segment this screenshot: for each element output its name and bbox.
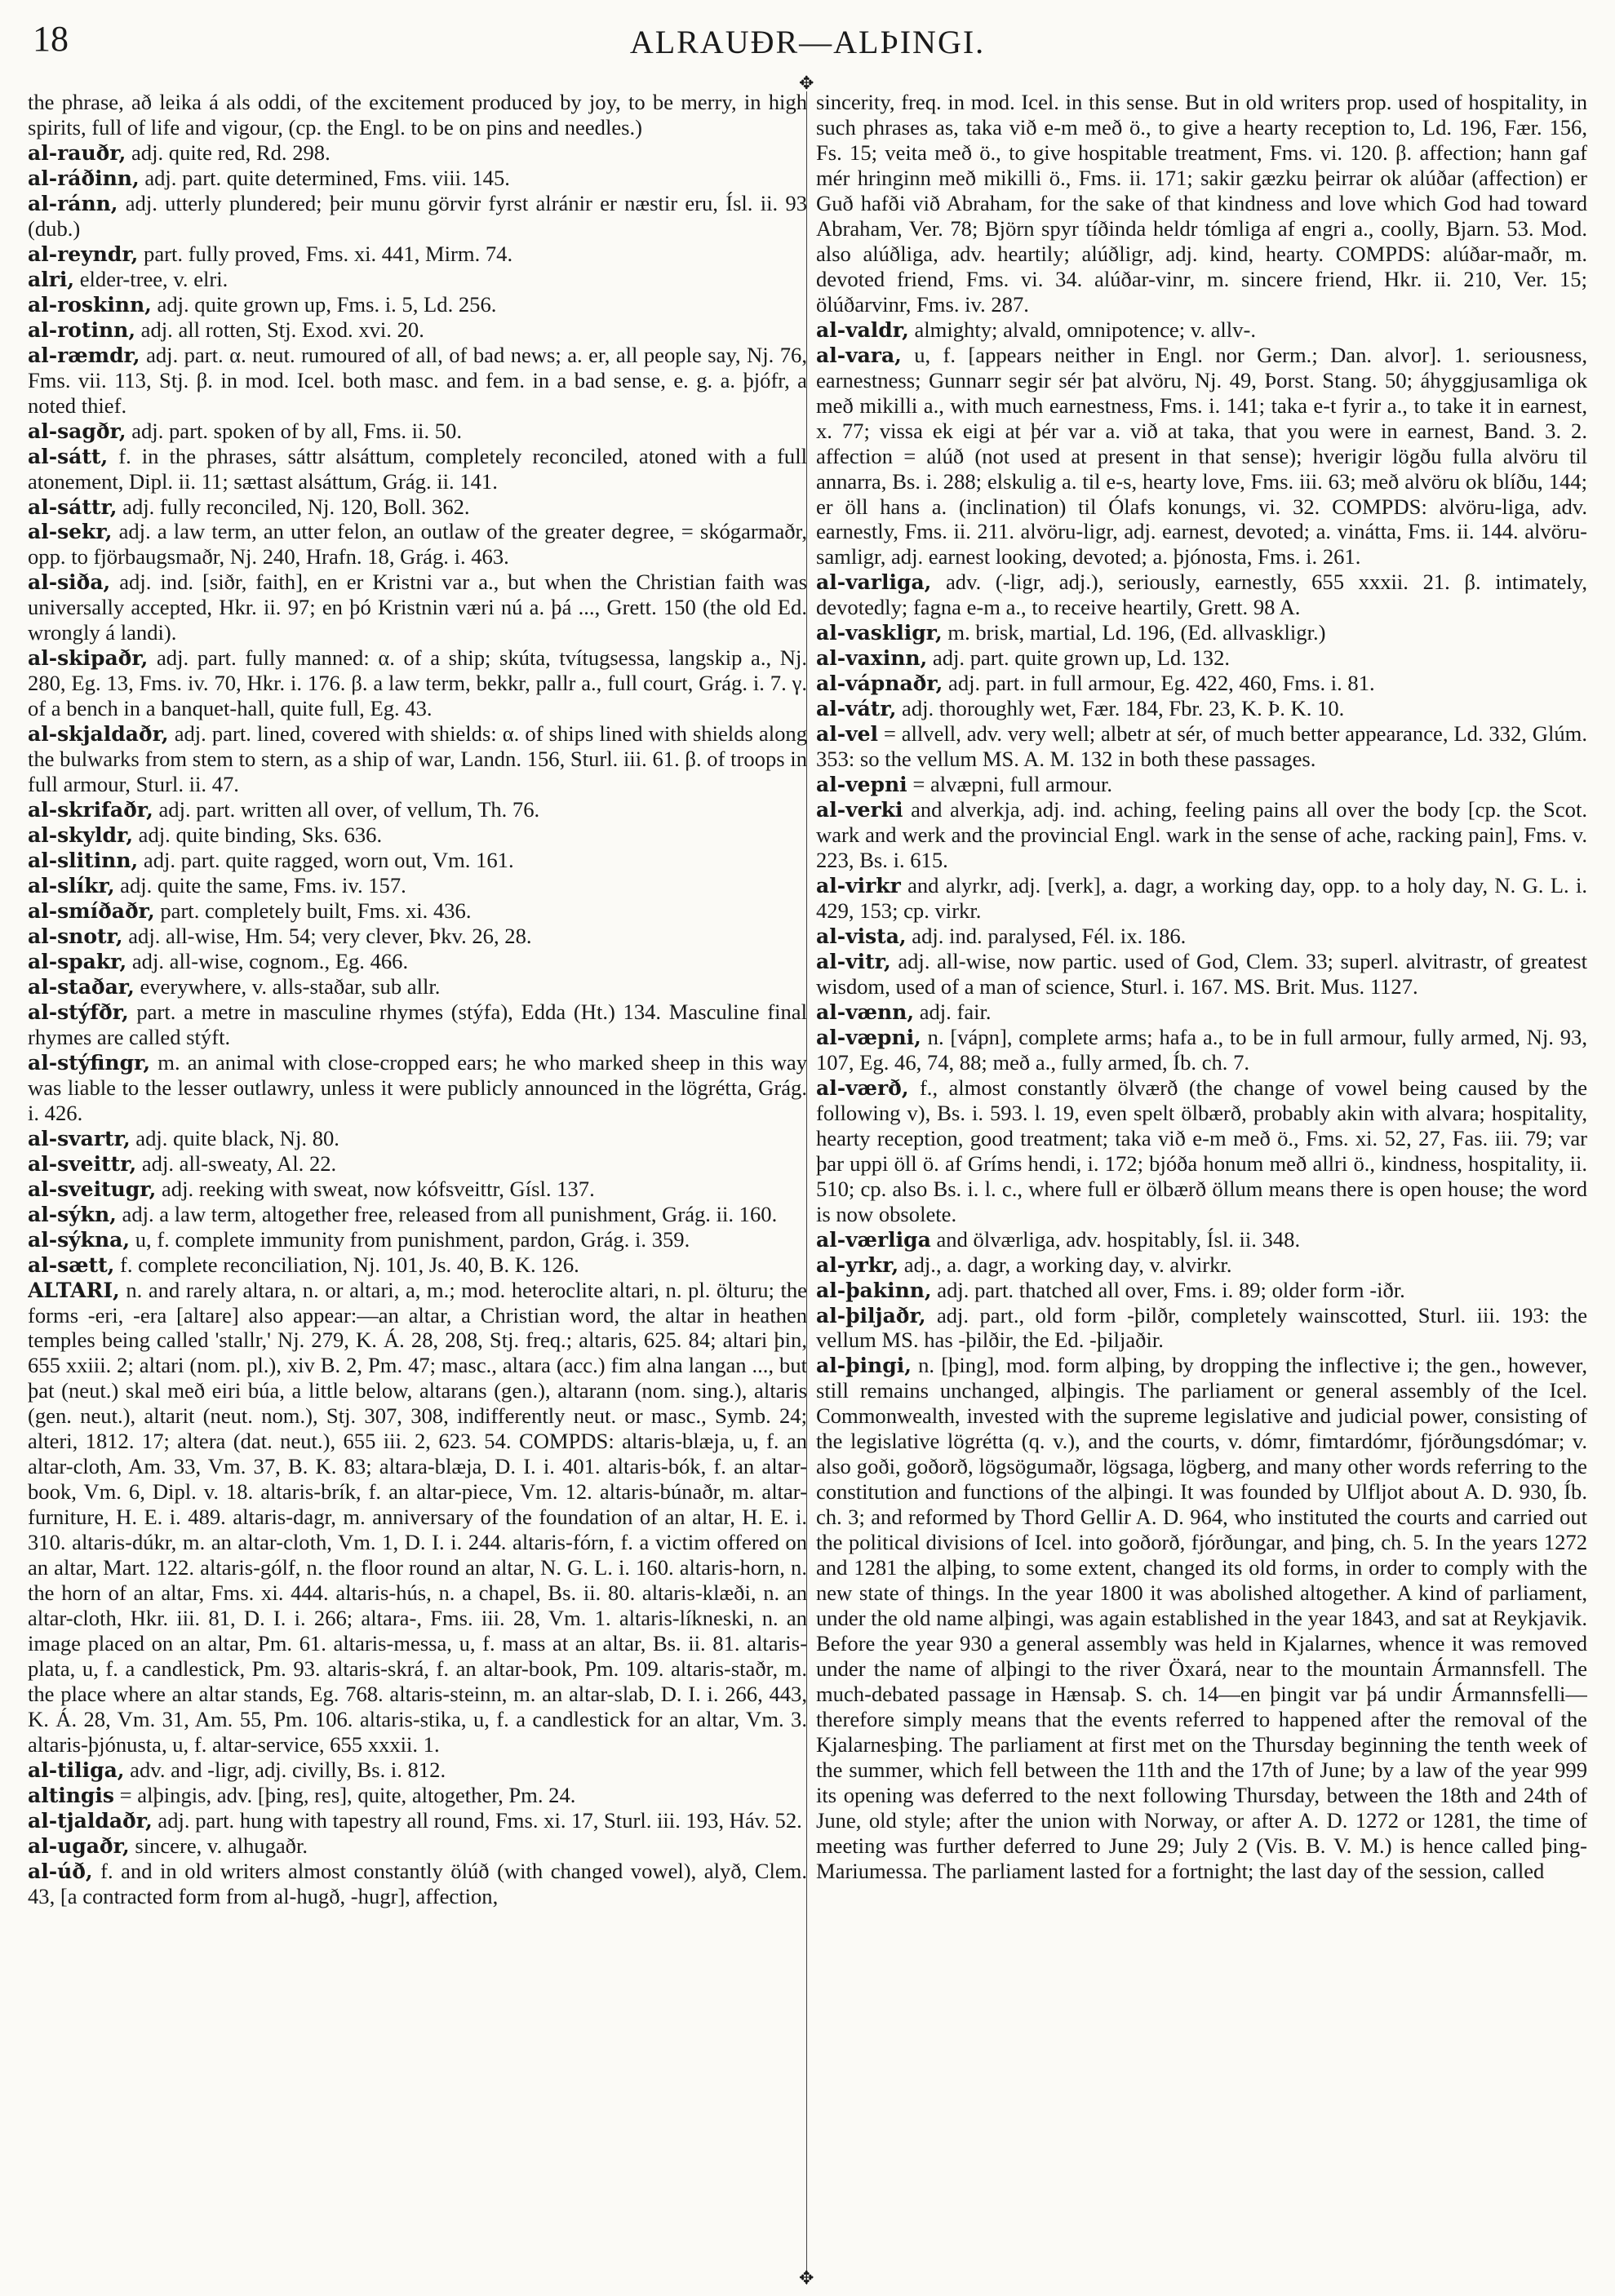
- left-column: [28, 90, 807, 2285]
- entry-definition: adj. fully reconciled, Nj. 120, Boll. 362.: [117, 494, 470, 519]
- entry-headword: al-værliga: [816, 1227, 931, 1252]
- dictionary-entry: [816, 772, 1587, 797]
- dictionary-entry: [816, 1075, 1587, 1227]
- dictionary-entry: [28, 90, 807, 140]
- dictionary-entry: [28, 317, 807, 343]
- entry-headword: al-rauðr,: [28, 140, 126, 165]
- entry-headword: al-sekr,: [28, 520, 113, 544]
- dictionary-entry: [28, 1252, 807, 1278]
- entry-definition: sincerity, freq. in mod. Icel. in this sense. But in old writers prop. used of hospitality, in such phrases as, taka við e-m með ö., to give a hearty reception to, Ld. 196, Fær. 156, Fs. 15; veita með ö., to give hospitable treatment, Fms. vi. 120. β. affection; hann gaf mér hringinn með mikilli ö., Fms. ii. 171; sakir gæzku þeirrar ok alúðar (affection) er Guð hafði við Abraham, for the sake of that kindness and love which God had toward Abraham, Ver. 78; Björn spyr tíðinda heldr tómliga af engri a., coolly, Bjarn. 53. Mod. also alúðliga, adv. heartily; alúðligr, adj. kind, hearty. COMPDS: alúðar-maðr, m. devoted friend, Fms. vi. 34. alúðar-vinr, m. sincere friend, Hkr. ii. 210, Ver. 15; ölúðarvinr, Fms. iv. 287.: [816, 90, 1587, 317]
- entry-headword: al-virkr: [816, 874, 901, 898]
- dictionary-entry: [28, 1126, 807, 1151]
- column-ornament-top-icon: ✥: [799, 73, 814, 94]
- dictionary-entry: [816, 696, 1587, 721]
- dictionary-entry: [816, 1303, 1587, 1354]
- entry-headword: altingis: [28, 1783, 114, 1807]
- entry-definition: m. brisk, martial, Ld. 196, (Ed. allvaskligr.): [942, 620, 1326, 645]
- entry-headword: al-rotinn,: [28, 317, 136, 342]
- entry-headword: ALTARI,: [28, 1278, 120, 1302]
- entry-definition: f. and in old writers almost constantly ölúð (with changed vowel), alyð, Clem. 43, [a contracted form from al-hugð, -hugr], affection,: [28, 1858, 807, 1908]
- dictionary-entry: [28, 444, 807, 494]
- entry-definition: adj. a law term, an utter felon, an outlaw of the greater degree, = skógarmaðr, opp. to fjörbaugsmaðr, Nj. 240, Hrafn. 18, Grág. i. 463.: [28, 519, 807, 570]
- dictionary-entry: [28, 1000, 807, 1050]
- entry-definition: adj. part. thatched all over, Fms. i. 89; older form -iðr.: [931, 1277, 1405, 1302]
- dictionary-entry: [28, 721, 807, 797]
- entry-definition: adj. quite grown up, Fms. i. 5, Ld. 256.: [151, 291, 497, 317]
- entry-definition: adj. all-wise, Hm. 54; very clever, Þkv. 26, 28.: [122, 923, 532, 948]
- dictionary-entry: [28, 1050, 807, 1126]
- dictionary-entry: [28, 1278, 807, 1757]
- entry-definition: part. completely built, Fms. xi. 436.: [154, 898, 472, 923]
- dictionary-entry: [816, 797, 1587, 873]
- entry-definition: f. in the phrases, sáttr alsáttum, completely reconciled, atoned with a full atonement, Dipl. ii. 11; sættast alsáttum, Grág. ii. 141.: [28, 443, 807, 494]
- entry-headword: al-vápnaðr,: [816, 672, 943, 696]
- entry-definition: adj. quite black, Nj. 80.: [130, 1125, 339, 1150]
- entry-headword: al-sýkn,: [28, 1202, 117, 1226]
- dictionary-entry: [28, 848, 807, 873]
- entry-headword: al-stýfingr,: [28, 1050, 151, 1075]
- entry-definition: f. complete reconciliation, Nj. 101, Js. 40, B. K. 126.: [114, 1252, 579, 1277]
- entry-headword: al-skyldr,: [28, 823, 134, 848]
- entry-definition: adj. thoroughly wet, Fær. 184, Fbr. 23, K. Þ. K. 10.: [896, 696, 1345, 721]
- entry-definition: part. a metre in masculine rhymes (stýfa), Edda (Ht.) 134. Masculine final rhymes are called stýft.: [28, 999, 807, 1049]
- entry-headword: al-roskinn,: [28, 292, 152, 317]
- entry-headword: al-sveittr,: [28, 1151, 137, 1176]
- entry-definition: adj. part. lined, covered with shields: α. of ships lined with shields along the bulwarks from stem to stern, as a ship of war, Landn. 156, Sturl. iii. 61. β. of troops in full armour, Sturl. ii. 47.: [28, 721, 807, 797]
- entry-headword: al-svartr,: [28, 1126, 131, 1150]
- dictionary-entry: [816, 1252, 1587, 1278]
- entry-headword: al-vátr,: [816, 697, 897, 721]
- entry-definition: adj. part. spoken of by all, Fms. ii. 50.: [126, 418, 462, 443]
- entry-definition: adj. part. quite ragged, worn out, Vm. 161.: [138, 848, 514, 873]
- entry-definition: adj. all-wise, now partic. used of God, Clem. 33; superl. alvitrastr, of greatest wisdom, used of a man of science, Sturl. i. 167. MS. Brit. Mus. 1127.: [816, 948, 1587, 999]
- entry-headword: al-úð,: [28, 1859, 93, 1883]
- entry-definition: sincere, v. alhugaðr.: [129, 1833, 308, 1858]
- dictionary-entry: [28, 1177, 807, 1202]
- dictionary-entry: [816, 570, 1587, 620]
- entry-definition: adj. part. quite grown up, Ld. 132.: [927, 645, 1231, 671]
- entry-definition: part. fully proved, Fms. xi. 441, Mirm. 74.: [138, 241, 513, 266]
- entry-headword: al-yrkr,: [816, 1252, 899, 1277]
- entry-headword: al-staðar,: [28, 974, 135, 999]
- dictionary-entry: [28, 267, 807, 292]
- entry-headword: al-þingi,: [816, 1354, 912, 1378]
- entry-definition: and ölværliga, adv. hospitably, Ísl. ii. 348.: [930, 1226, 1301, 1252]
- entry-definition: adj. reeking with sweat, now kófsveittr, Gísl. 137.: [156, 1176, 595, 1201]
- entry-definition: n. and rarely altara, n. or altari, a, m.; mod. heteroclite altari, n. pl. ölturu; the forms -eri, -era [altare] also appear:—an altar, a Christian word, the altar in heathen temples being called 'stallr,' Nj. 279, K. Á. 28, 208, Stj. freq.; altaris, 625. 84; altari þin, 655 xxiii. 2; altari (nom. pl.), xiv B. 2, Pm. 47; masc., altara (acc.) fim alna langan ..., but þat (neut.) skal með eiri búa, a little below, altarans (gen.), altarann (nom. sing.), altaris (gen. neut.), altarit (neut. nom.), Stj. 307, 308, indifferently neut. or masc., Symb. 24; alteri, 1812. 17; altera (dat. neut.), 655 iii. 2, 623. 54. COMPDS: altaris-blæja, u, f. an altar-cloth, Am. 33, Vm. 37, B. K. 83; altara-blæja, D. I. i. 401. altaris-bók, f. an altar-book, Vm. 6, Dipl. v. 18. altaris-brík, f. an altar-piece, Vm. 12. altaris-búnaðr, m. altar-furniture, H. E. i. 489. altaris-dagr, m. anniversary of the foundation of an altar, H. E. i. 310. altaris-dúkr, m. an altar-cloth, Vm. 1, D. I. i. 244. altaris-fórn, f. a victim offered on an altar, Mart. 122. altaris-gólf, n. the floor round an altar, N. G. L. i. 160. altaris-horn, n. the horn of an altar, Fms. xi. 444. altaris-hús, n. a chapel, Bs. ii. 80. altaris-klæði, n. an altar-cloth, Hkr. iii. 81, D. I. i. 266; altara-, Fms. iii. 28, Vm. 1. altaris-líkneski, n. an image placed on an altar, Pm. 61. altaris-messa, u, f. mass at an altar, Bs. ii. 81. altaris-plata, u, f. a candlestick, Pm. 93. altaris-skrá, f. an altar-book, Pm. 109. altaris-staðr, m. the place where an altar stands, Eg. 768. altaris-steinn, m. an altar-slab, D. I. i. 266, 443, K. Á. 28, Vm. 31, Am. 55, Pm. 106. altaris-stika, u, f. a candlestick for an altar, Vm. 3. altaris-þjónusta, u, f. altar-service, 655 xxxii. 1.: [28, 1277, 807, 1757]
- entry-definition: adj. quite red, Rd. 298.: [126, 140, 331, 165]
- entry-headword: al-væpni,: [816, 1025, 921, 1049]
- entry-definition: adj. quite binding, Sks. 636.: [133, 822, 383, 848]
- entry-definition: m. an animal with close-cropped ears; he who marked sheep in this way was liable to the lesser outlawry, unless it were publicly announced in the lögrétta, Grág. i. 426.: [28, 1049, 807, 1125]
- dictionary-entry: [28, 1783, 807, 1808]
- entry-definition: adj. all-sweaty, Al. 22.: [136, 1150, 337, 1176]
- entry-headword: al-tjaldaðr,: [28, 1808, 153, 1833]
- dictionary-entry: [28, 494, 807, 520]
- entry-definition: adj. a law term, altogether free, released from all punishment, Grág. ii. 160.: [116, 1201, 778, 1226]
- entry-headword: alri,: [28, 267, 75, 291]
- right-column: [816, 90, 1587, 2285]
- entry-headword: al-varliga,: [816, 570, 932, 595]
- entry-headword: al-ráðinn,: [28, 166, 140, 190]
- entry-headword: al-ugaðr,: [28, 1833, 130, 1858]
- dictionary-entry: [28, 1833, 807, 1859]
- dictionary-entry: [28, 242, 807, 267]
- dictionary-entry: [816, 343, 1587, 570]
- entry-headword: al-sætt,: [28, 1252, 115, 1277]
- entry-definition: = alþingis, adv. [þing, res], quite, altogether, Pm. 24.: [113, 1782, 576, 1807]
- entry-definition: adj. all-wise, cognom., Eg. 466.: [126, 948, 409, 973]
- entry-headword: al-snotr,: [28, 924, 123, 948]
- column-ornament-bottom-icon: ✥: [799, 2268, 814, 2289]
- dictionary-entry: [816, 620, 1587, 645]
- entry-headword: al-þakinn,: [816, 1278, 932, 1302]
- entry-definition: adv. and -ligr, adj. civilly, Bs. i. 812.: [124, 1757, 446, 1782]
- entry-definition: u, f. complete immunity from punishment, pardon, Grág. i. 359.: [130, 1226, 690, 1252]
- entry-headword: al-vepni: [816, 773, 907, 797]
- entry-headword: al-sáttr,: [28, 494, 118, 519]
- entry-headword: al-ránn,: [28, 191, 118, 215]
- entry-definition: almighty; alvald, omnipotence; v. allv-.: [908, 317, 1256, 342]
- entry-headword: al-vel: [816, 722, 879, 747]
- dictionary-entry: [816, 1227, 1587, 1252]
- entry-headword: al-skjaldaðr,: [28, 722, 169, 747]
- dictionary-entry: [28, 1808, 807, 1833]
- entry-definition: adj. part. quite determined, Fms. viii. 145.: [139, 165, 510, 190]
- entry-headword: al-sátt,: [28, 444, 109, 468]
- dictionary-entry: [28, 570, 807, 645]
- entry-headword: al-stýfðr,: [28, 1000, 129, 1024]
- entry-definition: the phrase, að leika á als oddi, of the excitement produced by joy, to be merry, in high spirits, full of life and vigour, (cp. the Engl. to be on pins and needles.): [28, 90, 807, 140]
- dictionary-entry: [28, 974, 807, 1000]
- dictionary-entry: [28, 949, 807, 974]
- dictionary-entry: [28, 1202, 807, 1227]
- entry-definition: u, f. [appears neither in Engl. nor Germ.; Dan. alvor]. 1. seriousness, earnestness; Gunnarr segir sér þat alvöru, Nj. 49, Þorst. Stang. 50; áhyggjusamliga ok með mikilli a., with much earnestness, Fms. i. 141; taka e-t fyrir a., to take it in earnest, x. 77; vissa ek eigi at þér var a. við at taka, that you were in earnest, Band. 3. 2. affection = alúð (not used at present in that sense); hverigir lögðu fulla alvöru til annarra, Bs. i. 288; elskulig a. til e-s, hearty love, Fms. iii. 63; með alvöru ok blíðu, 144; er öll hans a. (inclination) til Ólafs konungs, vi. 32. COMPDS: alvöru-liga, adv. earnestly, Fms. ii. 211. alvöru-ligr, adj. earnest, devoted; a. vinátta, Fms. ii. 144. alvöru-samligr, adj. earnest looking, devoted; a. þjónosta, Fms. i. 261.: [816, 342, 1587, 570]
- entry-headword: al-verki: [816, 798, 903, 822]
- entry-headword: al-sagðr,: [28, 419, 126, 443]
- entry-definition: adj. fair.: [914, 999, 992, 1024]
- entry-headword: al-vaxinn,: [816, 646, 928, 671]
- dictionary-entry: [816, 671, 1587, 696]
- entry-headword: al-skrifaðr,: [28, 798, 153, 822]
- entry-definition: adv. (-ligr, adj.), seriously, earnestly, 655 xxxii. 21. β. intimately, devotedly; fagna e-m a., to receive heartily, Grett. 98 A.: [816, 570, 1587, 620]
- dictionary-entry: [816, 949, 1587, 1000]
- dictionary-entry: [28, 343, 807, 419]
- entry-headword: al-vitr,: [816, 949, 891, 973]
- entry-definition: adj. all rotten, Stj. Exod. xvi. 20.: [135, 317, 424, 342]
- dictionary-entry: [28, 1859, 807, 1909]
- dictionary-entry: [816, 1353, 1587, 1883]
- entry-headword: al-reyndr,: [28, 242, 139, 266]
- entry-headword: al-sveitugr,: [28, 1177, 157, 1201]
- entry-headword: al-vara,: [816, 343, 902, 367]
- dictionary-entry: [816, 90, 1587, 317]
- dictionary-entry: [28, 519, 807, 570]
- entry-definition: adj. part. hung with tapestry all round, Fms. xi. 17, Sturl. iii. 193, Háv. 52.: [152, 1807, 802, 1833]
- entry-definition: and alverkja, adj. ind. aching, feeling pains all over the body [cp. the Scot. wark and werk and the provincial Engl. wark in the sense of ache, racking pain], Fms. v. 223, Bs. i. 615.: [816, 797, 1587, 873]
- dictionary-entry: [816, 721, 1587, 772]
- dictionary-entry: [816, 1278, 1587, 1303]
- dictionary-entry: [816, 924, 1587, 949]
- entry-definition: adj. quite the same, Fms. iv. 157.: [114, 873, 406, 898]
- entry-headword: al-siða,: [28, 570, 111, 595]
- dictionary-entry: [28, 140, 807, 166]
- dictionary-entry: [28, 191, 807, 242]
- entry-headword: al-slitinn,: [28, 849, 139, 873]
- entry-definition: adj. utterly plundered; þeir munu görvir fyrst alránir er næstir eru, Ísl. ii. 93 (dub.): [28, 190, 807, 241]
- entry-definition: adj. ind. paralysed, Fél. ix. 186.: [906, 923, 1187, 948]
- entry-headword: al-þiljaðr,: [816, 1303, 926, 1328]
- dictionary-entry: [28, 1757, 807, 1783]
- entry-headword: al-vænn,: [816, 1000, 915, 1024]
- dictionary-entry: [28, 419, 807, 444]
- entry-definition: adj. part. α. neut. rumoured of all, of bad news; a. er, all people say, Nj. 76, Fms. vii. 113, Stj. β. in mod. Icel. both masc. and fem. in a bad sense, e. g. a. þjófr, a noted thief.: [28, 342, 807, 418]
- dictionary-entry: [816, 645, 1587, 671]
- page-number: 18: [33, 19, 69, 59]
- dictionary-entry: [28, 645, 807, 721]
- entry-headword: al-vista,: [816, 924, 907, 948]
- dictionary-entry: [28, 1151, 807, 1177]
- entry-headword: al-valdr,: [816, 317, 909, 342]
- dictionary-entry: [816, 1025, 1587, 1075]
- dictionary-entry: [816, 317, 1587, 343]
- dictionary-entry: [816, 1000, 1587, 1025]
- entry-headword: al-skipaðr,: [28, 646, 149, 671]
- entry-definition: adj. part. written all over, of vellum, Th. 76.: [153, 797, 540, 822]
- entry-headword: al-spakr,: [28, 949, 127, 973]
- entry-definition: adj., a. dagr, a working day, v. alvirkr.: [898, 1252, 1232, 1277]
- entry-headword: al-smíðaðr,: [28, 899, 155, 923]
- entry-headword: al-værð,: [816, 1075, 909, 1100]
- dictionary-entry: [28, 822, 807, 848]
- dictionary-entry: [28, 873, 807, 898]
- entry-headword: al-slíkr,: [28, 874, 115, 898]
- dictionary-entry: [28, 797, 807, 822]
- entry-definition: n. [þing], mod. form alþing, by dropping the inflective i; the gen., however, still remains unchanged, alþingis. The parliament or general assembly of the Icel. Commonwealth, invested with the supreme legislative and judicial power, consisting of the legislative lögrétta (q. v.), and the courts, v. dómr, fimtardómr, fjórðungsdómar; v. also goði, goðorð, lögsögumaðr, lögsaga, lögberg, and many other words referring to the constitution and functions of the alþingi. It was founded by Ulfljot about A. D. 930, Íb. ch. 3; and reformed by Thord Gellir A. D. 964, who instituted the courts and carried out the political divisions of Icel. into goðorð, fjórðungar, and þing, ch. 5. In the years 1272 and 1281 the alþing, to some extent, changed its old forms, in order to comply with the new state of things. In the year 1800 it was abolished altogether. A kind of parliament, under the old name alþingi, was again established in the year 1843, and sat at Reykjavik. Before the year 930 a general assembly was held in Kjalarnes, whence it was removed under the name of alþingi to the river Öxará, near to the mountain Ármannsfell. The much-debated passage in Hænsaþ. S. ch. 14—en þingit var þá undir Ármannsfelli—therefore simply means that the events referred to happened after the removal of the Kjalarnesþing. The parliament at first met on the Thursday beginning the tenth week of the summer, which fell between the 11th and the 17th of June; by a law of the year 999 its opening was deferred to the next following Thursday, between the 18th and 24th of June, old style; after the union with Norway, or after A. D. 1272 or 1281, the time of meeting was further deferred to June 29; July 2 (Vis. B. V. M.) is hence called þing-Mariumessa. The parliament lasted for a fortnight; the last day of the session, called: [816, 1353, 1587, 1883]
- dictionary-entry: [28, 292, 807, 317]
- entry-definition: adj. ind. [siðr, faith], en er Kristni var a., but when the Christian faith was universally accepted, Hkr. ii. 97; en þó Kristnin væri nú a. þá ..., Grett. 150 (the old Ed. wrongly á landi).: [28, 570, 807, 645]
- dictionary-entry: [28, 898, 807, 924]
- entry-headword: al-vaskligr,: [816, 621, 943, 645]
- dictionary-entry: [28, 166, 807, 191]
- dictionary-entry: [816, 873, 1587, 924]
- entry-definition: elder-tree, v. elri.: [74, 266, 228, 291]
- entry-definition: adj. part. fully manned: α. of a ship; skúta, tvítugsessa, langskip a., Nj. 280, Eg. 13, Fms. iv. 70, Hkr. i. 176. β. a law term, bekkr, pallr a., full court, Grág. i. 7. γ. of a bench in a banquet-hall, quite full, Eg. 43.: [28, 645, 807, 721]
- entry-headword: al-ræmdr,: [28, 343, 140, 367]
- entry-definition: and alyrkr, adj. [verk], a. dagr, a working day, opp. to a holy day, N. G. L. i. 429, 153; cp. virkr.: [816, 873, 1587, 923]
- entry-headword: al-tiliga,: [28, 1757, 125, 1782]
- entry-definition: f., almost constantly ölværð (the change of vowel being caused by the following v), Bs. i. 593. l. 19, even spelt ölbærð, probably akin with alvara; hospitality, hearty reception, good treatment; taka við e-m með ö., Fms. xi. 52, 27, Fas. iii. 79; var þar uppi öll ö. af Gríms hendi, i. 172; bjóða honum með allri ö., kindness, hospitality, ii. 510; cp. also Bs. i. l. c., where full er ölbærð öllum means there is open house; the word is now obsolete.: [816, 1075, 1587, 1226]
- dictionary-entry: [28, 924, 807, 949]
- entry-headword: al-sýkna,: [28, 1227, 131, 1252]
- entry-definition: adj. part. in full armour, Eg. 422, 460, Fms. i. 81.: [943, 671, 1375, 696]
- entry-definition: = alvæpni, full armour.: [907, 772, 1113, 797]
- running-head: ALRAUÐR—ALÞINGI.: [629, 24, 986, 60]
- entry-definition: adj. part., old form -þilðr, completely wainscotted, Sturl. iii. 193: the vellum MS. has -þilðir, the Ed. -þiljaðir.: [816, 1302, 1587, 1353]
- entry-definition: everywhere, v. alls-staðar, sub allr.: [134, 973, 441, 999]
- entry-definition: = allvell, adv. very well; albetr at sér, of much better appearance, Ld. 332, Glúm. 353: so the vellum MS. A. M. 132 in both these passages.: [816, 721, 1587, 772]
- entry-definition: n. [vápn], complete arms; hafa a., to be in full armour, fully armed, Nj. 93, 107, Eg. 46, 74, 88; með a., fully armed, Íb. ch. 7.: [816, 1024, 1587, 1075]
- dictionary-entry: [28, 1227, 807, 1252]
